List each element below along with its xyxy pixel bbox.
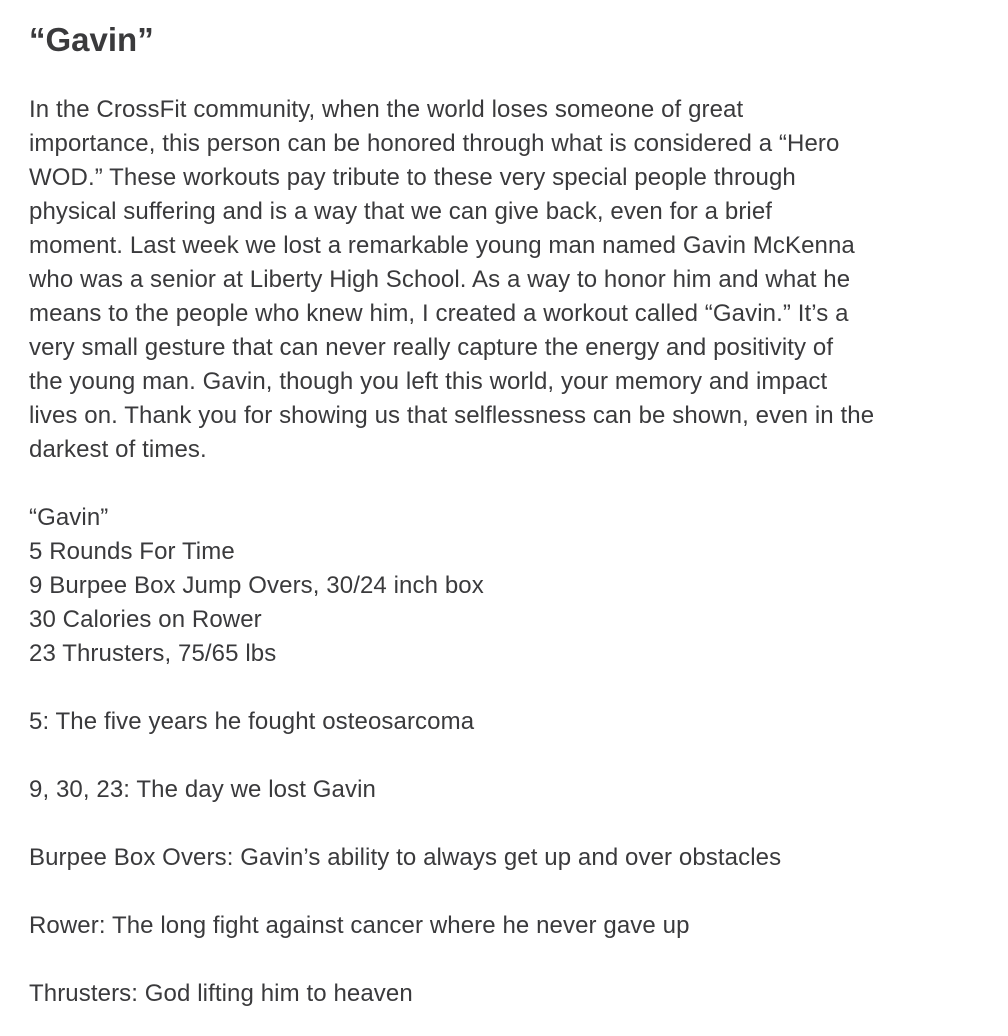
intro-line: who was a senior at Liberty High School. As a way to honor him and what he bbox=[29, 266, 851, 293]
meaning-item: Thrusters: God lifting him to heaven bbox=[29, 980, 413, 1007]
spacer bbox=[29, 807, 994, 841]
spacer bbox=[29, 875, 994, 909]
meaning-item: Burpee Box Overs: Gavin’s ability to always get up and over obstacles bbox=[29, 844, 782, 871]
workout-movement: 30 Calories on Rower bbox=[29, 606, 262, 633]
spacer bbox=[29, 943, 994, 977]
intro-line: WOD.” These workouts pay tribute to these very special people through bbox=[29, 164, 796, 191]
intro-line: In the CrossFit community, when the world loses someone of great bbox=[29, 96, 744, 123]
workout-format: 5 Rounds For Time bbox=[29, 538, 235, 565]
intro-line: means to the people who knew him, I created a workout called “Gavin.” It’s a bbox=[29, 300, 849, 327]
meaning-item: 9, 30, 23: The day we lost Gavin bbox=[29, 776, 376, 803]
meaning-item: 5: The five years he fought osteosarcoma bbox=[29, 708, 475, 735]
workout-block bbox=[29, 501, 994, 671]
spacer bbox=[29, 739, 994, 773]
intro-paragraph bbox=[29, 93, 994, 467]
note-document bbox=[29, 0, 994, 1011]
meaning-item: Rower: The long fight against cancer where he never gave up bbox=[29, 912, 690, 939]
spacer bbox=[29, 671, 994, 705]
spacer bbox=[29, 467, 994, 501]
workout-movement: 23 Thrusters, 75/65 lbs bbox=[29, 640, 277, 667]
intro-line: physical suffering and is a way that we can give back, even for a brief bbox=[29, 198, 773, 225]
intro-line: the young man. Gavin, though you left this world, your memory and impact bbox=[29, 368, 828, 395]
note-title: “Gavin” bbox=[29, 21, 154, 58]
workout-movement: 9 Burpee Box Jump Overs, 30/24 inch box bbox=[29, 572, 484, 599]
workout-name: “Gavin” bbox=[29, 504, 109, 531]
intro-line: importance, this person can be honored through what is considered a “Hero bbox=[29, 130, 840, 157]
intro-line: darkest of times. bbox=[29, 436, 207, 463]
intro-line: lives on. Thank you for showing us that selflessness can be shown, even in the bbox=[29, 402, 875, 429]
intro-line: moment. Last week we lost a remarkable young man named Gavin McKenna bbox=[29, 232, 855, 259]
intro-line: very small gesture that can never really capture the energy and positivity of bbox=[29, 334, 834, 361]
